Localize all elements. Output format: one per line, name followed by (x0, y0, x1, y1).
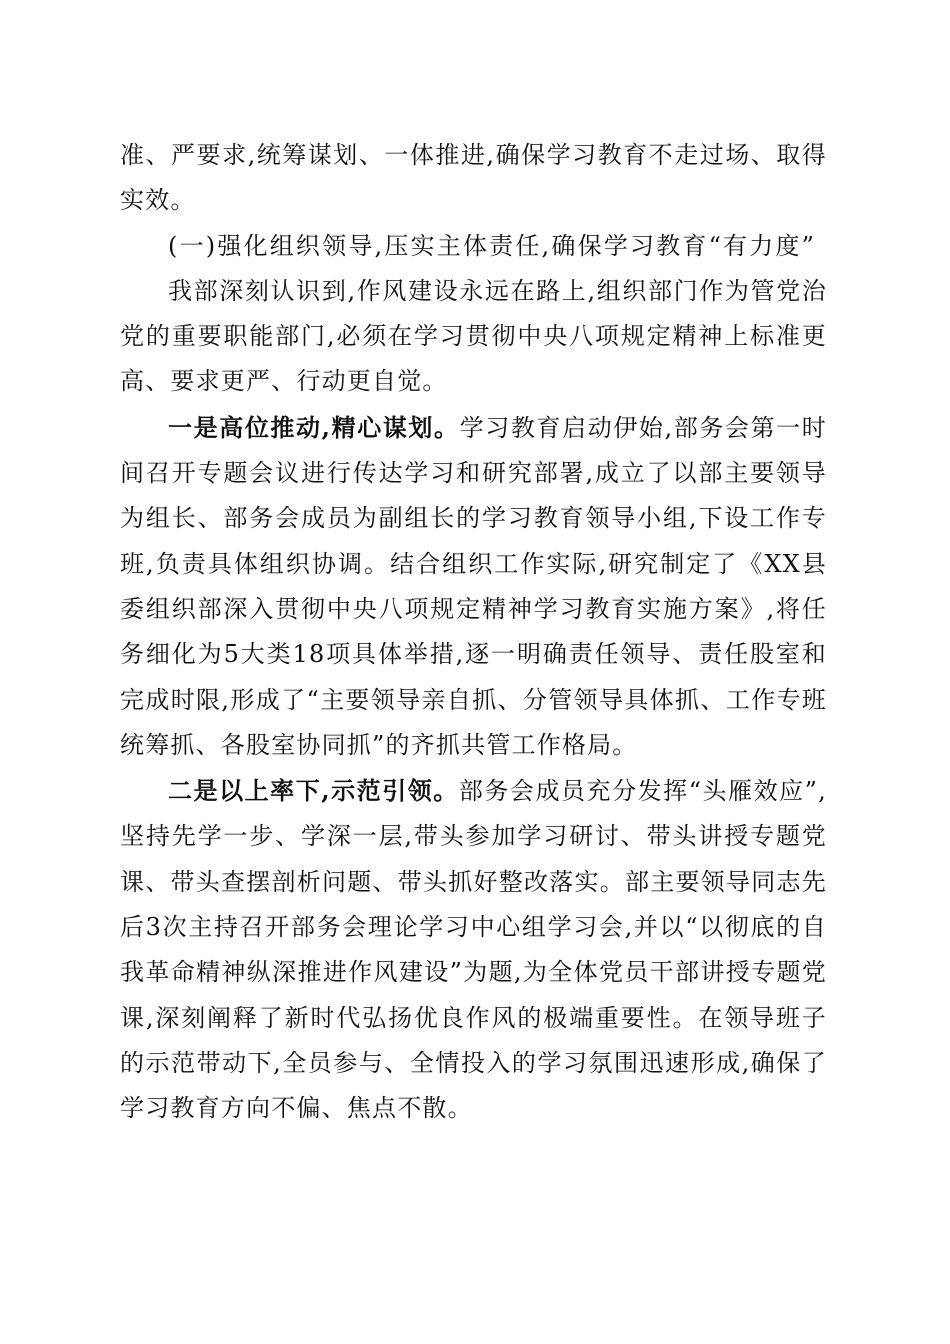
paragraph-text: 学习教育启动伊始,部务会第一时间召开专题会议进行传达学习和研究部署,成立了以部主要领导为组长、部务会成员为副组长的学习教育领导小组,下设工作专班,负责具体组织协调。结合组织工作实际,研究制定了《XX县委组织部深入贯彻中央八项规定精神学习教育实施方案》,将任务细化为5大类18项具体举措,逐一明确责任领导、责任股室和完成时限,形成了“主要领导亲自抓、分管领导具体抓、工作专班统筹抓、各股室协同抓”的齐抓共管工作格局。 (120, 413, 827, 759)
paragraph-continuation (120, 133, 827, 224)
paragraph-lead: 一是高位推动,精心谋划。 (168, 412, 460, 442)
paragraph-point-one (120, 405, 827, 768)
paragraph-intro (120, 269, 827, 405)
paragraph-text: 我部深刻认识到,作风建设永远在路上,组织部门作为管党治党的重要职能部门,必须在学习贯彻中央八项规定精神上标准更高、要求更严、行动更自觉。 (120, 276, 827, 396)
paragraph-lead: 二是以上率下,示范引领。 (168, 776, 459, 806)
paragraph-text: 部务会成员充分发挥“头雁效应”,坚持先学一步、学深一层,带头参加学习研讨、带头讲授专题党课、带头查摆剖析问题、带头抓好整改落实。部主要领导同志先后3次主持召开部务会理论学习中心组学习会,并以“以彻底的自我革命精神纵深推进作风建设”为题,为全体党员干部讲授专题党课,深刻阐释了新时代弘扬优良作风的极端重要性。在领导班子的示范带动下,全员参与、全情投入的学习氛围迅速形成,确保了学习教育方向不偏、焦点不散。 (120, 777, 827, 1123)
section-heading (120, 224, 827, 269)
paragraph-point-two (120, 768, 827, 1131)
paragraph-text: 准、严要求,统筹谋划、一体推进,确保学习教育不走过场、取得实效。 (120, 141, 827, 215)
section-heading-text: (一)强化组织领导,压实主体责任,确保学习教育“有力度” (168, 231, 817, 260)
